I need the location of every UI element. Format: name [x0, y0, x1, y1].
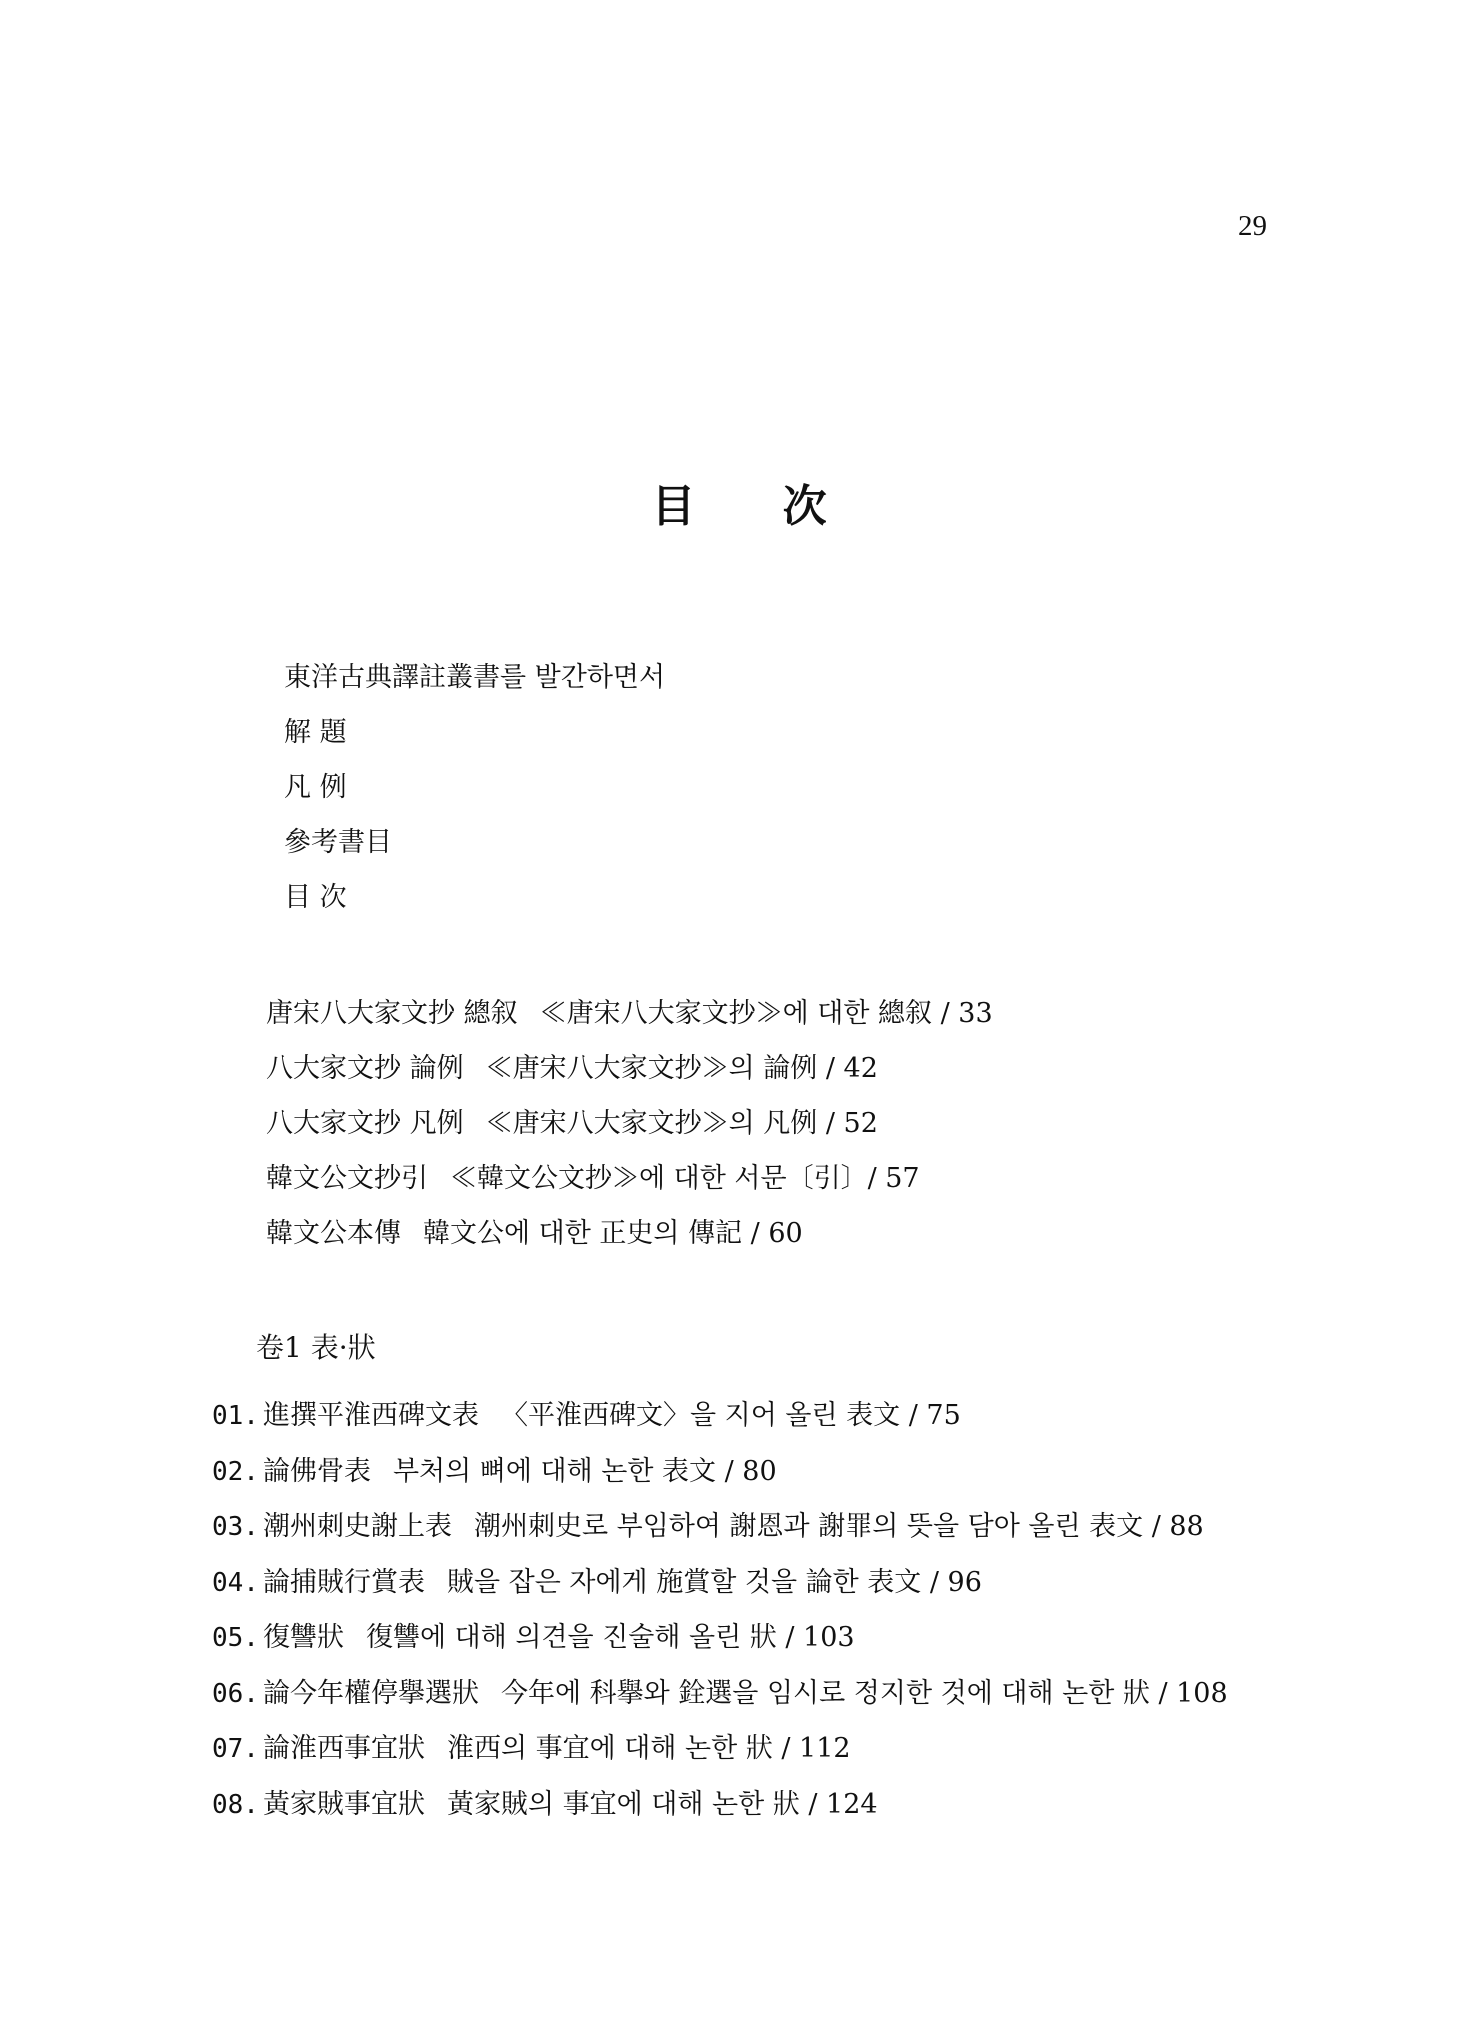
entry-description: 今年에 科擧와 銓選을 임시로 정지한 것에 대해 논한 狀 / 108 [500, 1677, 1228, 1709]
entry-description: 〈平淮西碑文〉을 지어 올린 表文 / 75 [500, 1400, 961, 1431]
entry-title: 復讐狀 [262, 1622, 344, 1653]
contents-item [212, 1509, 1228, 1565]
preface-title: 八大家文抄 論例 [266, 1053, 464, 1084]
entry-title: 論淮西事宜狀 [262, 1733, 425, 1764]
entry-number: 07. [212, 1734, 259, 1764]
preface-description: ≪韓文公文抄≫에 대한 서문〔引〕/ 57 [450, 1163, 920, 1194]
entry-description: 부처의 뼈에 대해 논한 表文 / 80 [392, 1455, 777, 1487]
entry-description: 黃家賊의 事宜에 대해 논한 狀 / 124 [446, 1788, 878, 1820]
preface-description: ≪唐宋八大家文抄≫의 凡例 / 52 [485, 1108, 878, 1139]
preface-item [266, 1161, 993, 1216]
front-matter-list [284, 660, 665, 935]
contents-list [212, 1398, 1228, 1842]
entry-title: 潮州刺史謝上表 [262, 1511, 452, 1542]
preface-title: 韓文公本傳 [266, 1218, 401, 1249]
page-number: 29 [1238, 210, 1267, 242]
entry-number: 06. [212, 1678, 259, 1709]
preface-item [266, 996, 993, 1051]
preface-item [266, 1051, 993, 1106]
entry-description: 潮州刺史로 부임하여 謝恩과 謝罪의 뜻을 담아 올린 表文 / 88 [473, 1511, 1204, 1542]
contents-item [212, 1454, 1228, 1510]
entry-description: 賊을 잡은 자에게 施賞할 것을 論한 表文 / 96 [446, 1566, 982, 1598]
preface-description: ≪唐宋八大家文抄≫에 대한 總叙 / 33 [539, 998, 993, 1029]
entry-title: 論捕賊行賞表 [262, 1566, 425, 1598]
entry-title: 論今年權停擧選狀 [262, 1677, 479, 1709]
preface-list [266, 996, 993, 1271]
entry-number: 05. [212, 1623, 259, 1653]
entry-title: 進撰平淮西碑文表 [262, 1400, 479, 1431]
contents-item [212, 1620, 1228, 1676]
entry-number: 01. [212, 1401, 259, 1431]
preface-title: 唐宋八大家文抄 總叙 [266, 998, 518, 1029]
preface-description: 韓文公에 대한 正史의 傳記 / 60 [423, 1218, 803, 1249]
entry-description: 復讐에 대해 의견을 진술해 올린 狀 / 103 [365, 1622, 855, 1653]
entry-title: 論佛骨表 [262, 1455, 371, 1487]
front-matter-item: 解 題 [284, 717, 347, 748]
contents-item [212, 1787, 1228, 1843]
page-title: 目 次 [651, 481, 863, 532]
front-matter-item: 東洋古典譯註叢書를 발간하면서 [284, 662, 666, 693]
entry-number: 02. [212, 1456, 259, 1487]
front-matter-item: 目 次 [284, 882, 347, 913]
entry-number: 08. [212, 1789, 259, 1820]
preface-item [266, 1216, 993, 1271]
entry-number: 03. [212, 1512, 259, 1542]
entry-description: 淮西의 事宜에 대해 논한 狀 / 112 [446, 1733, 851, 1764]
preface-title: 韓文公文抄引 [266, 1163, 428, 1194]
chapter-heading: 卷1 表·狀 [256, 1331, 376, 1364]
contents-item [212, 1731, 1228, 1787]
contents-item [212, 1398, 1228, 1454]
contents-item [212, 1565, 1228, 1621]
contents-item [212, 1676, 1228, 1732]
front-matter-item: 凡 例 [284, 772, 347, 803]
entry-title: 黃家賊事宜狀 [262, 1788, 425, 1820]
preface-title: 八大家文抄 凡例 [266, 1108, 464, 1139]
preface-item [266, 1106, 993, 1161]
preface-description: ≪唐宋八大家文抄≫의 論例 / 42 [485, 1053, 878, 1084]
front-matter-item: 參考書目 [284, 827, 392, 858]
entry-number: 04. [212, 1567, 259, 1598]
